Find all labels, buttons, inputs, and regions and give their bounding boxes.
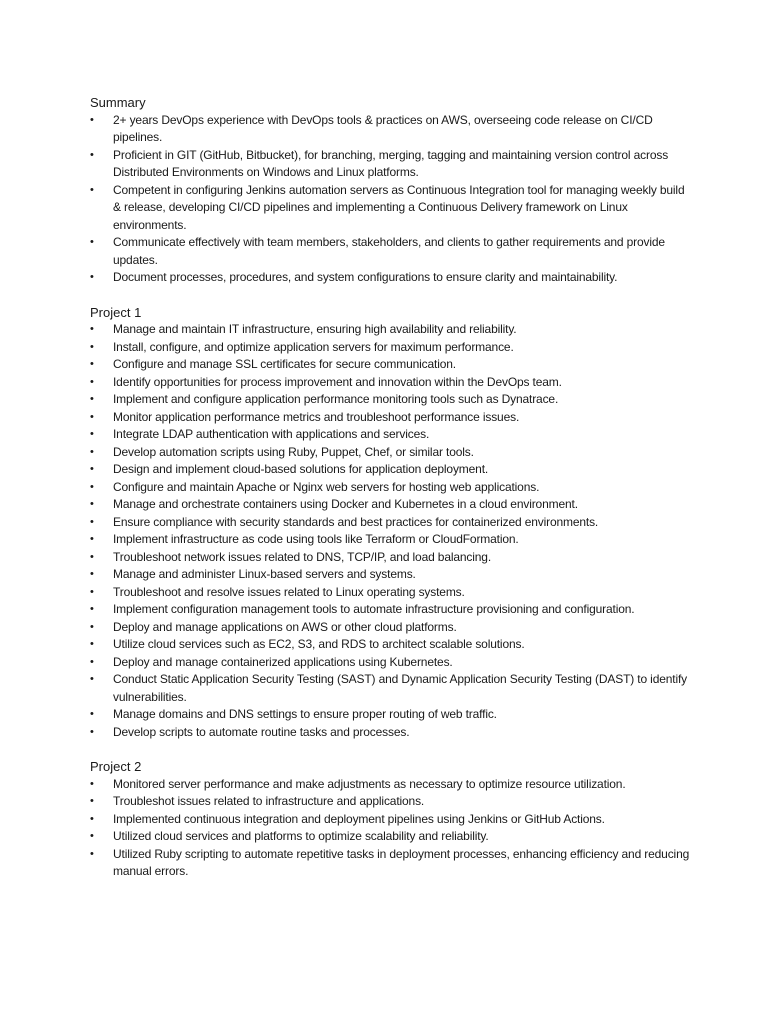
list-item bbox=[90, 706, 690, 724]
list-item-text: Manage and maintain IT infrastructure, ensuring high availability and reliability. bbox=[113, 322, 517, 336]
list-item bbox=[90, 636, 690, 654]
list-item bbox=[90, 846, 690, 881]
list-item bbox=[90, 479, 690, 497]
list-item bbox=[90, 619, 690, 637]
list-item bbox=[90, 531, 690, 549]
list-item-text: Configure and manage SSL certificates for secure communication. bbox=[113, 357, 456, 371]
bullet-icon: • bbox=[90, 393, 94, 405]
bullet-icon: • bbox=[90, 236, 94, 248]
list-item bbox=[90, 776, 690, 794]
list-item bbox=[90, 321, 690, 339]
list-item bbox=[90, 234, 690, 269]
bullet-icon: • bbox=[90, 480, 94, 493]
bullet-icon: • bbox=[90, 777, 94, 790]
list-item bbox=[90, 496, 690, 514]
bullet-icon: • bbox=[90, 375, 94, 388]
list-item-text: Manage domains and DNS settings to ensure proper routing of web traffic. bbox=[113, 707, 497, 721]
list-item bbox=[90, 828, 690, 846]
list-item bbox=[90, 584, 690, 602]
bullet-icon: • bbox=[90, 271, 94, 283]
list-item-text: Identify opportunities for process improvement and innovation within the DevOps team. bbox=[113, 374, 562, 389]
bullet-icon: • bbox=[90, 550, 94, 563]
list-item-text: Proficient in GIT (GitHub, Bitbucket), for branching, merging, tagging and maintaining version control across Distributed Environments on Windows and Linux platforms. bbox=[113, 147, 669, 179]
bullet-icon: • bbox=[90, 515, 94, 528]
list-item bbox=[90, 269, 690, 287]
list-item-text: Document processes, procedures, and system configurations to ensure clarity and maintainability. bbox=[113, 270, 618, 284]
list-item-text: Install, configure, and optimize application servers for maximum performance. bbox=[113, 339, 514, 354]
list-item bbox=[90, 654, 690, 672]
bullet-icon: • bbox=[90, 498, 94, 510]
list-item bbox=[90, 549, 690, 567]
list-item-text: Troubleshoot network issues related to DNS, TCP/IP, and load balancing. bbox=[113, 549, 492, 564]
list-item bbox=[90, 566, 690, 584]
list-item-text: Implement configuration management tools to automate infrastructure provisioning and configuration. bbox=[113, 602, 635, 616]
list-item-text: Communicate effectively with team members, stakeholders, and clients to gather requirements and provide updates. bbox=[113, 235, 665, 267]
list-item-text: Troubleshoot and resolve issues related to Linux operating systems. bbox=[113, 584, 465, 599]
project2-list bbox=[90, 776, 690, 881]
list-item bbox=[90, 426, 690, 444]
document-page bbox=[90, 94, 690, 881]
bullet-icon: • bbox=[90, 113, 94, 126]
list-item bbox=[90, 724, 690, 742]
list-item-text: Deploy and manage containerized applications using Kubernetes. bbox=[113, 654, 453, 669]
summary-heading: Summary bbox=[90, 95, 146, 110]
list-item bbox=[90, 461, 690, 479]
summary-section bbox=[90, 94, 690, 287]
list-item bbox=[90, 112, 690, 147]
bullet-icon: • bbox=[90, 568, 94, 580]
bullet-icon: • bbox=[90, 410, 94, 423]
project1-list bbox=[90, 321, 690, 741]
list-item-text: Integrate LDAP authentication with applications and services. bbox=[113, 427, 430, 441]
bullet-icon: • bbox=[90, 428, 94, 440]
list-item-text: Deploy and manage applications on AWS or other cloud platforms. bbox=[113, 619, 457, 634]
bullet-icon: • bbox=[90, 655, 94, 668]
list-item bbox=[90, 391, 690, 409]
bullet-icon: • bbox=[90, 340, 94, 353]
project1-heading: Project 1 bbox=[90, 304, 142, 320]
list-item-text: Develop automation scripts using Ruby, Puppet, Chef, or similar tools. bbox=[113, 444, 474, 459]
list-item-text: Ensure compliance with security standards and best practices for containerized environments. bbox=[113, 514, 599, 529]
bullet-icon: • bbox=[90, 812, 94, 825]
list-item bbox=[90, 339, 690, 357]
bullet-icon: • bbox=[90, 183, 94, 196]
bullet-icon: • bbox=[90, 638, 94, 650]
bullet-icon: • bbox=[90, 708, 94, 720]
bullet-icon: • bbox=[90, 148, 94, 161]
list-item-text: Troubleshot issues related to infrastructure and applications. bbox=[113, 794, 425, 808]
list-item-text: Implement infrastructure as code using tools like Terraform or CloudFormation. bbox=[113, 532, 519, 546]
list-item-text: Implement and configure application performance monitoring tools such as Dynatrace. bbox=[113, 392, 559, 406]
bullet-icon: • bbox=[90, 603, 94, 615]
list-item-text: Manage and administer Linux-based servers and systems. bbox=[113, 567, 416, 581]
bullet-icon: • bbox=[90, 445, 94, 458]
list-item-text: Configure and maintain Apache or Nginx web servers for hosting web applications. bbox=[113, 479, 540, 494]
bullet-icon: • bbox=[90, 463, 94, 475]
list-item-text: Monitor application performance metrics and troubleshoot performance issues. bbox=[113, 409, 520, 424]
project2-section bbox=[90, 758, 690, 881]
list-item bbox=[90, 182, 690, 235]
list-item bbox=[90, 811, 690, 829]
summary-list bbox=[90, 112, 690, 287]
list-item-text: Implemented continuous integration and deployment pipelines using Jenkins or GitHub Actions. bbox=[113, 811, 605, 826]
project1-section bbox=[90, 304, 690, 742]
list-item-text: Utilize cloud services such as EC2, S3, and RDS to architect scalable solutions. bbox=[113, 637, 525, 651]
bullet-icon: • bbox=[90, 323, 94, 335]
list-item bbox=[90, 793, 690, 811]
list-item bbox=[90, 374, 690, 392]
bullet-icon: • bbox=[90, 725, 94, 738]
list-item bbox=[90, 444, 690, 462]
list-item-text: Design and implement cloud-based solutions for application deployment. bbox=[113, 462, 489, 476]
bullet-icon: • bbox=[90, 847, 94, 860]
list-item-text: 2+ years DevOps experience with DevOps tools & practices on AWS, overseeing code release on CI/CD pipelines. bbox=[113, 112, 653, 144]
bullet-icon: • bbox=[90, 673, 94, 685]
list-item-text: Utilized Ruby scripting to automate repetitive tasks in deployment processes, enhancing efficiency and reducing manual errors. bbox=[113, 846, 690, 878]
list-item bbox=[90, 147, 690, 182]
list-item-text: Utilized cloud services and platforms to optimize scalability and reliability. bbox=[113, 829, 489, 843]
bullet-icon: • bbox=[90, 533, 94, 545]
list-item bbox=[90, 409, 690, 427]
list-item bbox=[90, 514, 690, 532]
bullet-icon: • bbox=[90, 795, 94, 807]
list-item-text: Conduct Static Application Security Testing (SAST) and Dynamic Application Security Testing (DAST) to identify vulnerabilities. bbox=[113, 672, 687, 704]
list-item-text: Monitored server performance and make adjustments as necessary to optimize resource utilization. bbox=[113, 776, 626, 791]
list-item bbox=[90, 356, 690, 374]
list-item bbox=[90, 671, 690, 706]
list-item bbox=[90, 601, 690, 619]
list-item-text: Manage and orchestrate containers using Docker and Kubernetes in a cloud environment. bbox=[113, 497, 578, 511]
project2-heading: Project 2 bbox=[90, 759, 142, 774]
bullet-icon: • bbox=[90, 585, 94, 598]
section-spacer bbox=[90, 287, 690, 304]
list-item-text: Develop scripts to automate routine tasks and processes. bbox=[113, 724, 410, 739]
list-item-text: Competent in configuring Jenkins automation servers as Continuous Integration tool for managing weekly build & release, developing CI/CD pipelines and implementing a Continuous Delivery framework on Linux environments. bbox=[113, 182, 685, 232]
bullet-icon: • bbox=[90, 620, 94, 633]
bullet-icon: • bbox=[90, 830, 94, 842]
bullet-icon: • bbox=[90, 358, 94, 370]
